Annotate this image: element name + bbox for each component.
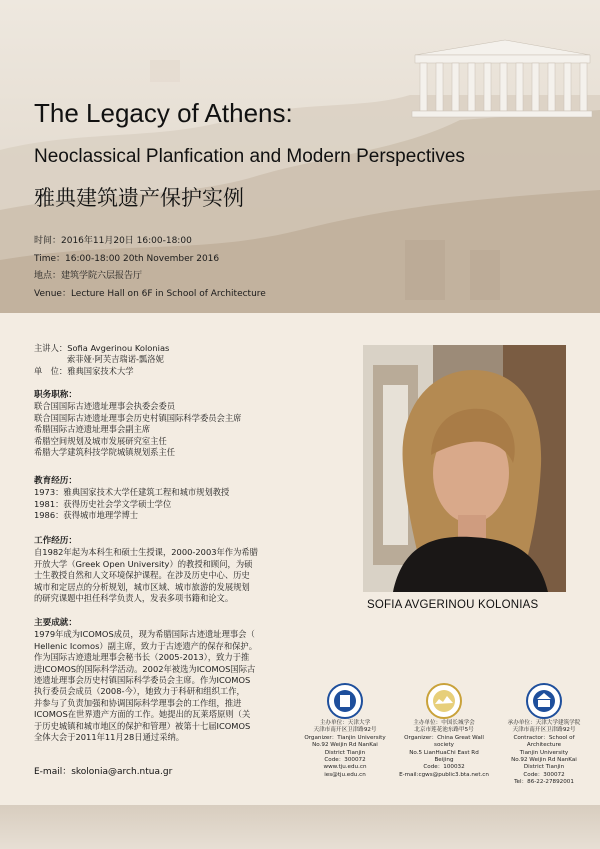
list-item: ICOMOS在世界遗产方面的工作。她提出的瓦莱塔原则（关 [34, 709, 251, 720]
org-line: Tel：86-22-27892001 [514, 779, 574, 786]
organizer-tianjin-university [300, 720, 390, 779]
org-line: No.5 LianHuaChi East Rd [409, 749, 479, 756]
list-item: 开放大学（Greek Open University）的教授和顾问，为硕 [34, 558, 253, 569]
org-line: No.92 Weijin Rd NanKai [312, 742, 378, 749]
org-line: 北京市莲花池东路甲5号 [414, 727, 474, 734]
contractor-school-of-architecture [499, 720, 589, 787]
list-item: 联合国国际古迹遗址理事会执委会委员 [34, 401, 176, 412]
org-line: Code：100032 [423, 764, 465, 771]
section-heading: 主要成就： [34, 618, 77, 628]
org-line: Code：300072 [324, 757, 366, 764]
org-line: Tianjin University [519, 749, 569, 756]
list-item: 城市和定居点的分析规划，城市区域、城市旅游的发展规划 [34, 581, 250, 592]
speaker-photo [363, 345, 566, 592]
lecture-title: The Legacy of Athens: [34, 98, 293, 128]
time-en: Time：16:00-18:00 20th November 2016 [34, 254, 220, 264]
list-item: 希腊空间规划及城市发展研究室主任 [34, 435, 167, 446]
work-section [34, 536, 279, 604]
org-line: 天津市南开区卫津路92号 [313, 727, 377, 734]
list-item: 自1982年起为本科生和硕士生授课，2000-2003年作为希腊 [34, 547, 258, 558]
speaker-affiliation: 单 位：雅典国家技术大学 [34, 365, 134, 376]
list-item: 希腊大学建筑科技学院城镇规划系主任 [34, 447, 176, 458]
org-line: Organizer：Tianjin University [304, 734, 386, 741]
org-line: District Tianjin [324, 749, 366, 756]
list-item: 联合国国际古迹遗址理事会历史村镇国际科学委员会主席 [34, 412, 242, 423]
list-item: 1981：获得历史社会学文学硕士学位 [34, 498, 172, 509]
org-line: No.92 Weijin Rd NanKai [511, 757, 577, 764]
org-line: www.tju.edu.cn [323, 764, 367, 771]
list-item: 士生教授自然和人文环境保护课程。在涉及历史中心、历史 [34, 570, 250, 581]
list-item: 1979年成为ICOMOS成员，现为希腊国际古迹遗址理事会（ [34, 629, 255, 640]
list-item: 进ICOMOS的国际科学活动。2002年被选为ICOMOS国际古 [34, 663, 256, 674]
list-item: 执行委员会成员（2008-今），她致力于科研和组织工作， [34, 686, 245, 697]
list-item: 希腊国际古迹遗址理事会副主席 [34, 424, 151, 435]
list-item: 的研究课题中担任科学负责人，发表多项书籍和论文。 [34, 593, 234, 604]
education-section [34, 476, 279, 522]
contact-email: E-mail：skolonia@arch.ntua.gr [34, 767, 173, 777]
org-line: 天津市南开区卫津路92号 [512, 727, 576, 734]
list-item: 全体大会于2011年11月28日通过采纳。 [34, 732, 185, 743]
list-item: 并参与了负责加强和协调国际科学理事会的工作组，推进 [34, 697, 242, 708]
org-line: District Tianjin [523, 764, 565, 771]
lecture-title-chinese: 雅典建筑遗产保护实例 [34, 186, 244, 210]
section-heading: 工作经历： [34, 536, 77, 546]
list-item: 于历史城镇和城市地区的保护和管理）被第十七届ICOMOS [34, 720, 251, 731]
list-item: 1986：获得城市地理学博士 [34, 510, 139, 521]
org-line: E-mail:cgws@public3.bta.net.cn [399, 771, 489, 778]
section-heading: 职务职称： [34, 390, 77, 400]
footer-strip [0, 805, 600, 849]
time-cn: 时间：2016年11月20日 16:00-18:00 [34, 236, 192, 246]
venue-en: Venue：Lecture Hall on 6F in School of Architecture [34, 289, 266, 299]
org-line: Beijing [434, 757, 454, 764]
org-line: ies@tju.edu.cn [324, 771, 366, 778]
positions-section [34, 390, 279, 458]
org-line: Organizer：China Great Wall society [404, 734, 484, 749]
lecture-subtitle: Neoclassical Planfication and Modern Perspectives [34, 146, 465, 167]
speaker-block [34, 343, 279, 377]
photo-caption: SOFIA AVGERINOU KOLONIAS [367, 599, 539, 611]
list-item: Hellenic Icomos）副主席，致力于古迹遗产的保存和保护。 [34, 640, 258, 651]
speaker-name-chinese: 索菲娅·阿芙吉瑞诺-瓢洛妮 [67, 354, 164, 365]
org-line: Code：300072 [523, 771, 565, 778]
org-line: Contractor：School of Architecture [513, 734, 575, 749]
list-item: 作为国际古迹遗址理事会秘书长（2005-2013），致力于推 [34, 652, 250, 663]
list-item: 1973：雅典国家技术大学任建筑工程和城市规划教授 [34, 487, 230, 498]
tianjin-university-logo [327, 683, 363, 719]
great-wall-society-logo [426, 683, 462, 719]
speaker-name: 主讲人：Sofia Avgerinou Kolonias [34, 343, 170, 353]
school-of-architecture-logo [526, 683, 562, 719]
section-heading: 教育经历： [34, 476, 77, 486]
achievements-section [34, 618, 279, 743]
org-line: 承办单位：天津大学建筑学院 [507, 720, 581, 726]
venue-cn: 地点：建筑学院六层报告厅 [34, 271, 143, 281]
org-line: 主办单位：中国长城学会 [413, 720, 475, 726]
org-line: 主办单位：天津大学 [319, 720, 371, 726]
list-item: 迹遗址理事会历史村镇国际科学委员会主席。作为ICOMOS [34, 675, 251, 686]
organizer-great-wall-society [399, 720, 489, 779]
